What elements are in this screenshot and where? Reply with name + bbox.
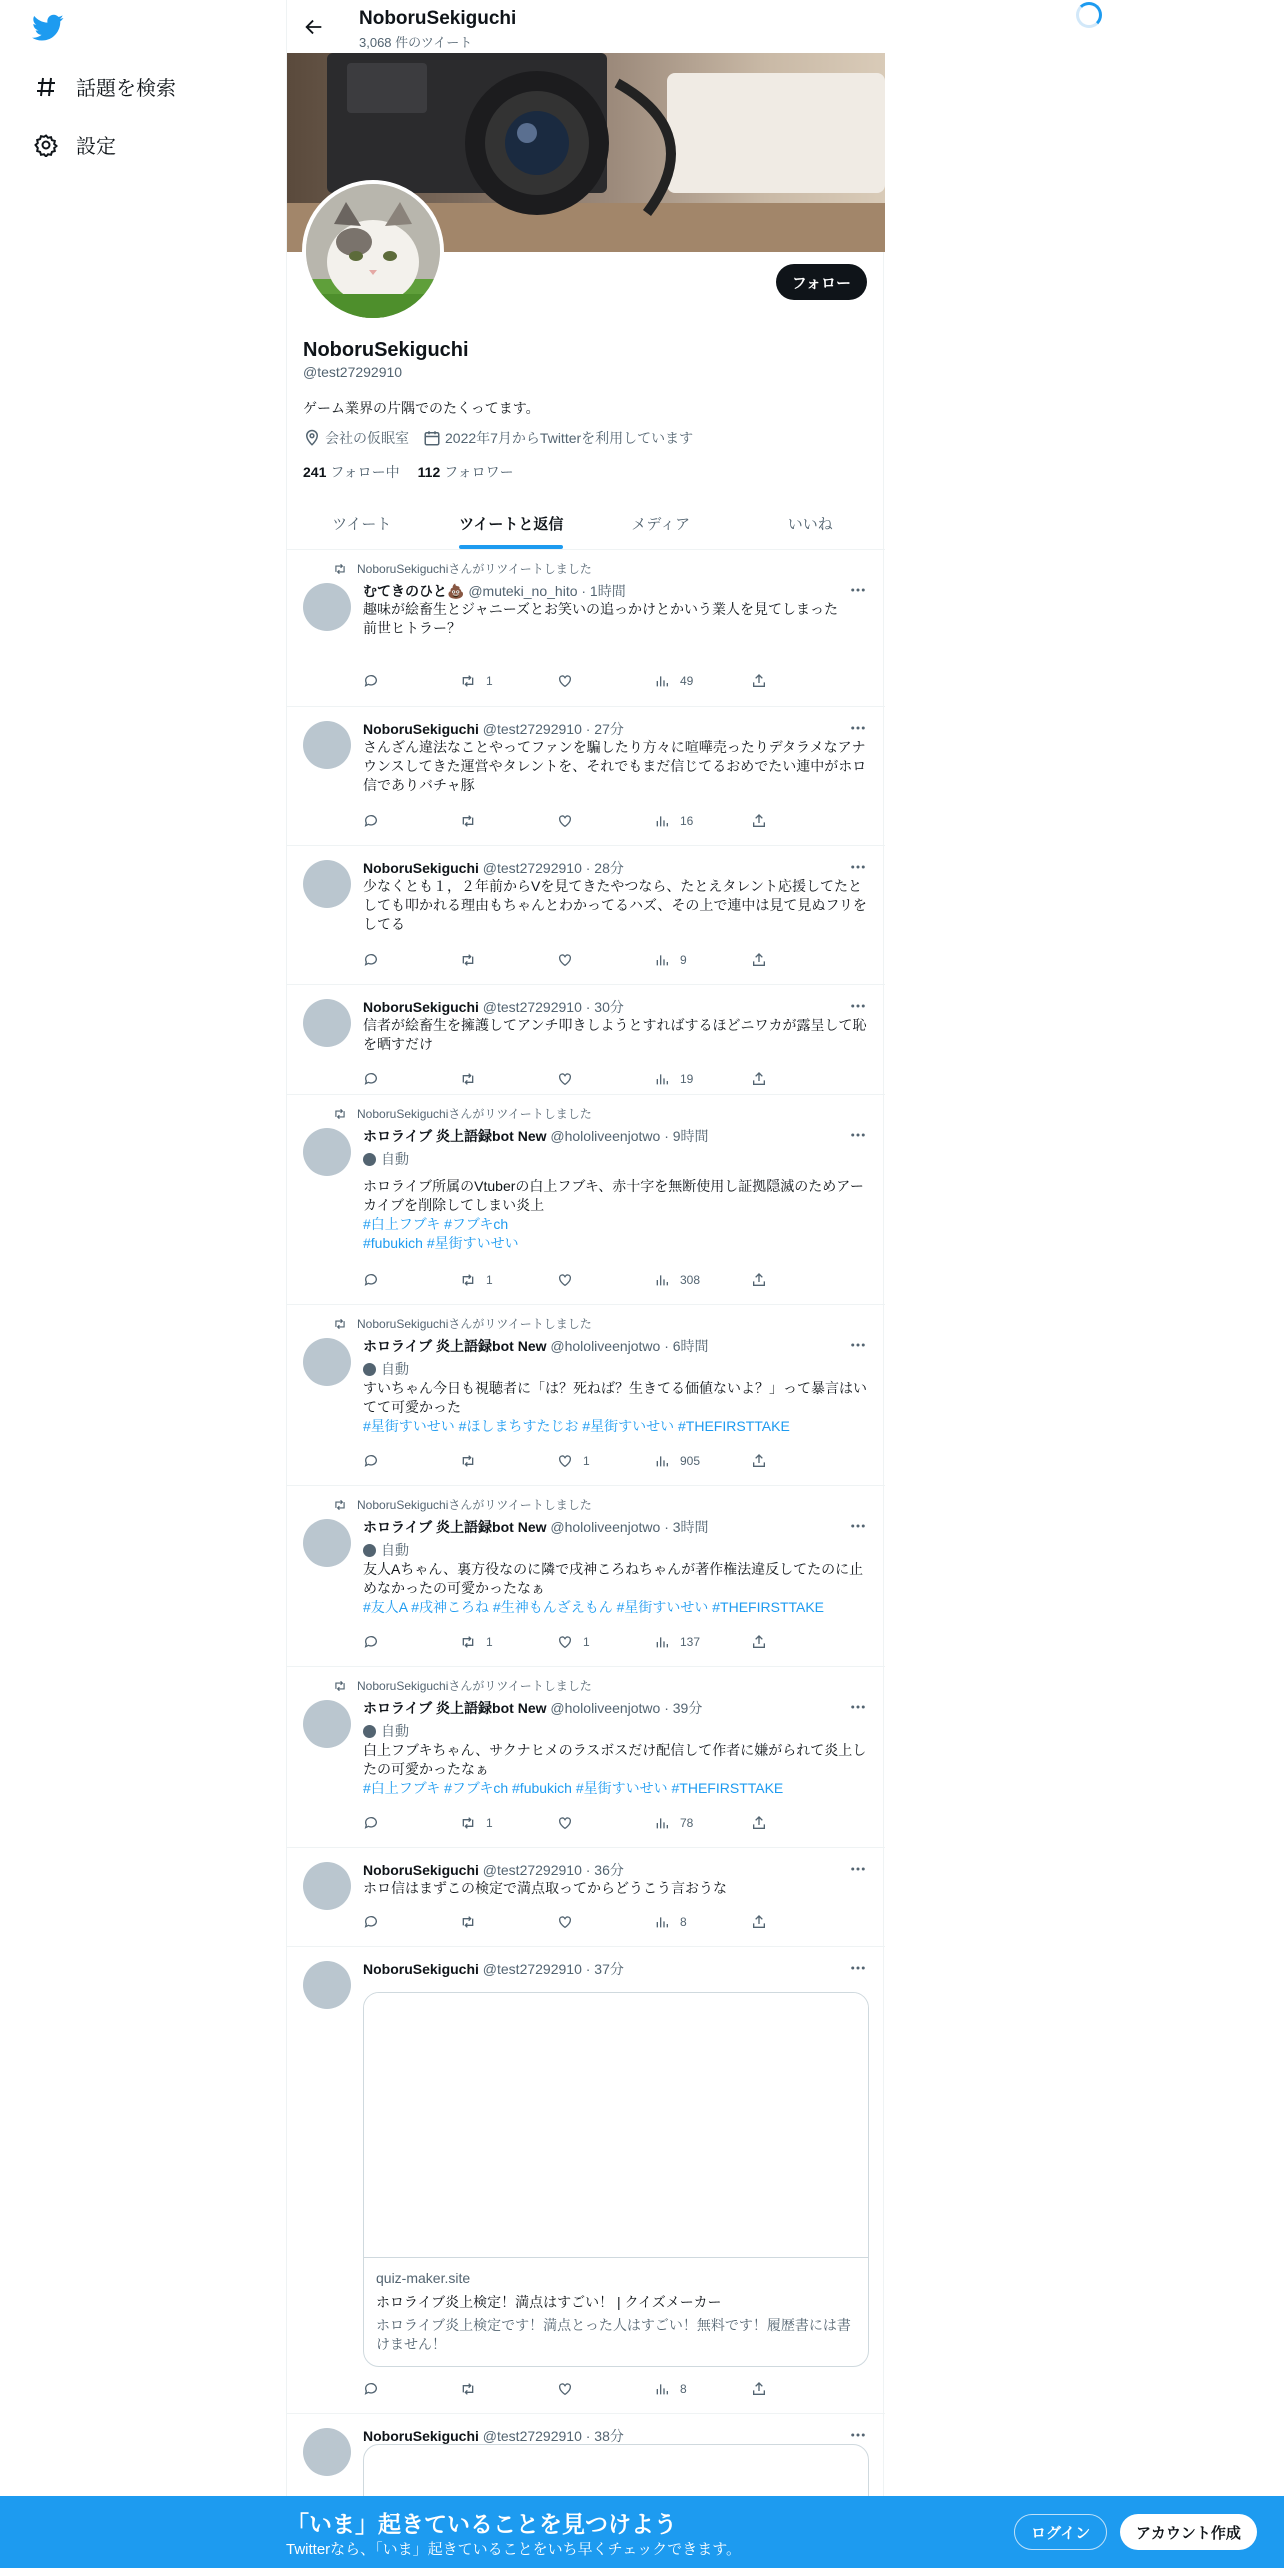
tweet-text: すいちゃん今日も視聴者に「は？死ねば？生きてる価値ないよ？」って暴言はいてて可愛かった [363, 1380, 867, 1415]
retweet-indicator [333, 1105, 592, 1122]
views-chart-icon [654, 2381, 670, 2397]
bot-icon [363, 1153, 376, 1166]
automated-label [363, 1149, 409, 1169]
view-count: 8 [680, 2382, 687, 2396]
retweet-button[interactable] [460, 952, 557, 968]
retweet-icon [460, 1634, 476, 1650]
share-icon [751, 952, 767, 968]
tweet[interactable] [287, 1848, 885, 1947]
retweeted-icon [333, 1498, 347, 1512]
tweet-author-name[interactable]: ホロライブ 炎上語録bot New [363, 1519, 547, 1535]
view-count: 78 [680, 1816, 694, 1830]
heart-icon [557, 813, 573, 829]
share-icon [751, 673, 767, 689]
retweet-indicator [333, 1496, 592, 1513]
retweeted-icon [333, 1679, 347, 1693]
tweet-avatar[interactable] [303, 1700, 351, 1748]
tweet-text: ホロ信はまずこの検定で満点取ってからどうこう言おうな [363, 1880, 727, 1896]
tweet-hashtags[interactable]: #友人A #戌神ころね #生神もんざえもん #星街すいせい #THEFIRSTTAKE [363, 1599, 825, 1615]
follow-button[interactable]: フォロー [776, 264, 867, 300]
views-chart-icon [654, 1815, 670, 1831]
views-chart-icon [654, 1453, 670, 1469]
automated-label [363, 1721, 409, 1741]
tweet-text: 友人Aちゃん、裏方役なのに隣で戌神ころねちゃんが著作権法違反してたのに止めなかったの可愛かったなぁ [363, 1561, 864, 1596]
share-button[interactable] [751, 1071, 781, 1087]
more-dots-icon[interactable] [849, 581, 867, 599]
heart-icon [557, 1453, 573, 1469]
login-button[interactable]: ログイン [1014, 2514, 1107, 2550]
calendar-icon [423, 429, 441, 447]
tweet-author-name[interactable]: NoboruSekiguchi [363, 1862, 479, 1878]
tab-media[interactable]: メディア [631, 515, 691, 533]
automated-label-text: 自動 [381, 1151, 409, 1167]
reply-icon [363, 1914, 379, 1930]
retweet-button[interactable] [460, 2381, 557, 2397]
tweet[interactable] [287, 1095, 885, 1305]
retweet-icon [460, 1453, 476, 1469]
retweet-icon [460, 952, 476, 968]
more-dots-icon[interactable] [849, 858, 867, 876]
followers-label: フォロワー [444, 464, 514, 480]
views-button[interactable] [654, 673, 751, 689]
followers-count: 112 [417, 464, 441, 480]
reply-button[interactable] [363, 1071, 460, 1087]
share-icon [751, 1634, 767, 1650]
views-chart-icon [654, 1914, 670, 1930]
tweet[interactable] [287, 707, 885, 846]
reply-button[interactable] [363, 952, 460, 968]
tweet[interactable] [287, 550, 885, 707]
tweet-actions [363, 1815, 788, 1831]
tweet-avatar[interactable] [303, 999, 351, 1047]
header-title: NoboruSekiguchi [359, 8, 517, 29]
tweet-meta[interactable]: @hololiveenjotwo · 9時間 [550, 1128, 709, 1144]
tweet-avatar[interactable] [303, 860, 351, 908]
views-chart-icon [654, 673, 670, 689]
profile-avatar[interactable] [302, 180, 444, 322]
tweet-actions [363, 813, 788, 829]
tweet-hashtags[interactable]: #星街すいせい #ほしまちすたじお #星街すいせい #THEFIRSTTAKE [363, 1418, 790, 1434]
reply-icon [363, 673, 379, 689]
tweet[interactable] [287, 1947, 885, 2414]
reply-button[interactable] [363, 1815, 460, 1831]
tweet-meta[interactable]: @hololiveenjotwo · 39分 [550, 1700, 703, 1716]
retweet-icon [460, 2381, 476, 2397]
header-tweet-count: 3,068 件のツイート [359, 35, 473, 50]
tweet-avatar[interactable] [303, 1519, 351, 1567]
share-icon [751, 2381, 767, 2397]
tweet[interactable] [287, 2414, 885, 2504]
following-label: フォロー中 [330, 464, 400, 480]
reply-button[interactable] [363, 1272, 460, 1288]
tweet-text: さんざん違法なことやってファンを騙したり方々に喧嘩売ったりデタラメなアナウンスしてきた運営やタレントを、それでもまだ信じてるおめでたい連中がホロ信でありバチャ豚 [363, 739, 867, 793]
tweet-text: 趣味が絵畜生とジャニーズとお笑いの追っかけとかいう業人を見てしまった 前世ヒトラー？ [363, 601, 839, 636]
like-button[interactable] [557, 2381, 654, 2397]
like-button[interactable] [557, 952, 654, 968]
heart-icon [557, 2381, 573, 2397]
tweet-text: ホロライブ所属のVtuberの白上フブキ、赤十字を無断使用し証拠隠滅のためアーカイブを削除してしまい炎上 [363, 1178, 864, 1213]
retweet-button[interactable] [460, 1634, 557, 1650]
tweet-author-name[interactable]: NoboruSekiguchi [363, 2428, 479, 2444]
profile-bio: ゲーム業界の片隅でのたくってます。 [303, 400, 540, 416]
retweeted-icon [333, 1317, 347, 1331]
tweet-meta[interactable]: @test27292910 · 30分 [482, 999, 624, 1015]
tweet-author-name[interactable]: ホロライブ 炎上語録bot New [363, 1700, 547, 1716]
like-count: 1 [583, 1635, 590, 1649]
link-card-description: ホロライブ炎上検定です！満点とった人はすごい！無料です！履歴書には書けません！ [376, 2317, 851, 2352]
share-button[interactable] [751, 1914, 781, 1930]
retweet-icon [460, 1272, 476, 1288]
tweet-actions [363, 1453, 788, 1469]
profile-location [303, 428, 409, 448]
more-dots-icon[interactable] [849, 1860, 867, 1878]
more-dots-icon[interactable] [849, 1336, 867, 1354]
reply-icon [363, 2381, 379, 2397]
tweet-text: 信者が絵畜生を擁護してアンチ叩きしようとすればするほどニワカが露呈して恥を晒すだけ [363, 1017, 867, 1052]
view-count: 308 [680, 1273, 701, 1287]
heart-icon [557, 952, 573, 968]
reply-button[interactable] [363, 813, 460, 829]
retweet-icon [460, 1071, 476, 1087]
heart-icon [557, 1634, 573, 1650]
like-button[interactable] [557, 1453, 654, 1469]
tweet-actions [363, 1272, 788, 1288]
tab-likes[interactable]: いいね [787, 515, 833, 533]
bot-icon [363, 1725, 376, 1738]
loading-spinner-icon [1076, 2, 1102, 28]
tweet-avatar[interactable] [303, 721, 351, 769]
like-button[interactable] [557, 673, 654, 689]
retweet-count: 1 [486, 1816, 493, 1830]
views-button[interactable] [654, 1914, 751, 1930]
nav-explore-label: 話題を検索 [76, 78, 176, 100]
retweet-indicator [333, 1677, 592, 1694]
views-button[interactable] [654, 1634, 751, 1650]
views-button[interactable] [654, 2381, 751, 2397]
retweet-icon [460, 1815, 476, 1831]
like-button[interactable] [557, 1914, 654, 1930]
reply-button[interactable] [363, 673, 460, 689]
like-button[interactable] [557, 1634, 654, 1650]
retweet-button[interactable] [460, 1453, 557, 1469]
tweet-meta[interactable]: @test27292910 · 36分 [482, 1862, 624, 1878]
share-icon [751, 1815, 767, 1831]
tweet-author-name[interactable]: NoboruSekiguchi [363, 860, 479, 876]
tweet-avatar[interactable] [303, 1961, 351, 2009]
views-button[interactable] [654, 813, 751, 829]
tweet[interactable] [287, 1305, 885, 1486]
tweet-header [363, 1336, 709, 1356]
reply-icon [363, 813, 379, 829]
tweet-hashtags[interactable]: #白上フブキ #フブキch #fubukich #星街すいせい #THEFIRSTTAKE [363, 1780, 784, 1796]
retweet-button[interactable] [460, 1815, 557, 1831]
following-link[interactable] [303, 462, 400, 482]
profile-joined [423, 428, 693, 448]
retweet-icon [460, 813, 476, 829]
back-arrow-icon[interactable] [303, 16, 325, 38]
views-button[interactable] [654, 952, 751, 968]
share-icon [751, 1453, 767, 1469]
link-card-title: ホロライブ炎上検定！満点はすごい！ | クイズメーカー [376, 2294, 722, 2310]
location-pin-icon [303, 429, 321, 447]
retweet-indicator-text: NoboruSekiguchiさんがリツイートしました [357, 562, 592, 576]
like-button[interactable] [557, 813, 654, 829]
reply-icon [363, 1071, 379, 1087]
retweeted-icon [333, 562, 347, 576]
view-count: 137 [680, 1635, 701, 1649]
tweet-header [363, 581, 626, 601]
tweet-actions [363, 673, 788, 689]
profile-joined-text: 2022年7月からTwitterを利用しています [445, 430, 694, 446]
more-dots-icon[interactable] [849, 997, 867, 1015]
views-chart-icon [654, 952, 670, 968]
reply-button[interactable] [363, 1453, 460, 1469]
twitter-logo-icon[interactable] [32, 14, 64, 42]
tweet-avatar[interactable] [303, 1128, 351, 1176]
tweet-actions [363, 1634, 788, 1650]
share-icon [751, 1914, 767, 1930]
share-icon [751, 813, 767, 829]
tweet-text: 白上フブキちゃん、サクナヒメのラスボスだけ配信して作者に嫌がられて炎上したの可愛かったなぁ [363, 1742, 867, 1777]
retweet-button[interactable] [460, 1272, 557, 1288]
more-dots-icon[interactable] [849, 1517, 867, 1535]
signup-banner-subtitle: Twitterなら、「いま」起きていることをいち早くチェックできます。 [286, 2541, 742, 2558]
share-icon [751, 1272, 767, 1288]
view-count: 905 [680, 1454, 701, 1468]
profile-meta [303, 428, 693, 448]
retweet-indicator-text: NoboruSekiguchiさんがリツイートしました [357, 1498, 592, 1512]
retweet-indicator-text: NoboruSekiguchiさんがリツイートしました [357, 1317, 592, 1331]
reply-icon [363, 1815, 379, 1831]
share-button[interactable] [751, 813, 781, 829]
profile-column [286, 0, 884, 2568]
tweet-avatar[interactable] [303, 583, 351, 631]
views-chart-icon [654, 1634, 670, 1650]
view-count: 19 [680, 1072, 694, 1086]
tweet-hashtags[interactable]: #白上フブキ #フブキch #fubukich #星街すいせい [363, 1216, 519, 1251]
tweet-actions [363, 1071, 788, 1087]
view-count: 9 [680, 953, 687, 967]
share-button[interactable] [751, 2381, 781, 2397]
signup-banner [0, 2496, 1284, 2568]
tweet-avatar[interactable] [303, 2428, 351, 2476]
tweet-header [363, 1860, 624, 1880]
heart-icon [557, 1071, 573, 1087]
reply-icon [363, 1453, 379, 1469]
link-card-domain: quiz-maker.site [376, 2270, 471, 2286]
reply-icon [363, 1272, 379, 1288]
link-card[interactable] [363, 1992, 869, 2367]
gear-icon [34, 133, 58, 157]
tweet-header [363, 1517, 709, 1537]
reply-icon [363, 952, 379, 968]
more-dots-icon[interactable] [849, 719, 867, 737]
tweet-author-name[interactable]: ホロライブ 炎上語録bot New [363, 1128, 547, 1144]
tweet-meta[interactable]: @test27292910 · 37分 [482, 1961, 624, 1977]
like-button[interactable] [557, 1272, 654, 1288]
views-chart-icon [654, 813, 670, 829]
tweet-meta[interactable]: @muteki_no_hito · 1時間 [468, 583, 626, 599]
tweet-header [363, 1959, 624, 1979]
retweet-count: 1 [486, 674, 493, 688]
signup-banner-title: 「いま」起きていることを見つけよう [286, 2511, 677, 2537]
followers-link[interactable] [418, 462, 514, 482]
retweet-count: 1 [486, 1635, 493, 1649]
tweet-header [363, 719, 624, 739]
nav-settings-label: 設定 [76, 136, 116, 158]
tweet[interactable] [287, 1667, 885, 1848]
like-button[interactable] [557, 1815, 654, 1831]
bot-icon [363, 1363, 376, 1376]
tab-tweets[interactable]: ツイート [332, 515, 392, 533]
like-count: 1 [583, 1454, 590, 1468]
tweet-author-name[interactable]: NoboruSekiguchi [363, 1961, 479, 1977]
automated-label [363, 1359, 409, 1379]
tweet-meta[interactable]: @test27292910 · 28分 [482, 860, 624, 876]
nav-explore[interactable] [34, 72, 176, 101]
share-button[interactable] [751, 952, 781, 968]
cat-avatar-icon [306, 184, 440, 318]
view-count: 49 [680, 674, 694, 688]
profile-tabs [287, 497, 885, 550]
tweet-author-name[interactable]: NoboruSekiguchi [363, 721, 479, 737]
tweet-author-name[interactable]: ホロライブ 炎上語録bot New [363, 1338, 547, 1354]
nav-settings[interactable] [34, 130, 116, 159]
reply-icon [363, 1634, 379, 1650]
tweet-author-name[interactable]: NoboruSekiguchi [363, 999, 479, 1015]
retweet-button[interactable] [460, 673, 557, 689]
views-button[interactable] [654, 1815, 751, 1831]
automated-label-text: 自動 [381, 1361, 409, 1377]
views-button[interactable] [654, 1453, 751, 1469]
views-button[interactable] [654, 1272, 751, 1288]
profile-location-text: 会社の仮眠室 [325, 430, 409, 446]
retweet-icon [460, 673, 476, 689]
tweet-avatar[interactable] [303, 1862, 351, 1910]
tweet-actions [363, 952, 788, 968]
tweet-actions [363, 2381, 788, 2397]
hash-icon [34, 75, 58, 99]
share-button[interactable] [751, 673, 781, 689]
tweet-meta[interactable]: @hololiveenjotwo · 6時間 [550, 1338, 709, 1354]
heart-icon [557, 1815, 573, 1831]
bot-icon [363, 1544, 376, 1557]
share-button[interactable] [751, 1634, 781, 1650]
tweet-author-name[interactable]: むてきのひと💩 [363, 583, 465, 599]
view-count: 8 [680, 1915, 687, 1929]
retweet-indicator-text: NoboruSekiguchiさんがリツイートしました [357, 1679, 592, 1693]
tweet-header [363, 858, 624, 878]
tweet-avatar[interactable] [303, 1338, 351, 1386]
views-button[interactable] [654, 1071, 751, 1087]
more-dots-icon[interactable] [849, 1698, 867, 1716]
profile-handle: @test27292910 [303, 364, 403, 380]
share-button[interactable] [751, 1815, 781, 1831]
reply-button[interactable] [363, 1914, 460, 1930]
tweet[interactable] [287, 1486, 885, 1667]
tweet-header [363, 1126, 709, 1146]
retweet-indicator [333, 1315, 592, 1332]
share-icon [751, 1071, 767, 1087]
profile-name: NoboruSekiguchi [303, 339, 469, 361]
tweet-meta[interactable]: @test27292910 · 27分 [482, 721, 624, 737]
views-chart-icon [654, 1272, 670, 1288]
tweet-meta[interactable]: @test27292910 · 38分 [482, 2428, 624, 2444]
link-card-image [364, 1993, 868, 2258]
automated-label [363, 1540, 409, 1560]
share-button[interactable] [751, 1453, 781, 1469]
retweet-button[interactable] [460, 1071, 557, 1087]
tweet-header [363, 1698, 702, 1718]
retweet-button[interactable] [460, 813, 557, 829]
retweet-icon [460, 1914, 476, 1930]
tweet-meta[interactable]: @hololiveenjotwo · 3時間 [550, 1519, 709, 1535]
tweet-header [363, 2426, 624, 2446]
retweet-indicator [333, 560, 592, 577]
like-button[interactable] [557, 1071, 654, 1087]
signup-button[interactable]: アカウント作成 [1120, 2514, 1257, 2550]
heart-icon [557, 673, 573, 689]
view-count: 16 [680, 814, 694, 828]
share-button[interactable] [751, 1272, 781, 1288]
retweeted-icon [333, 1107, 347, 1121]
following-count: 241 [303, 464, 327, 480]
more-dots-icon[interactable] [849, 2426, 867, 2444]
tab-tweets-and-replies[interactable]: ツイートと返信 [437, 497, 587, 549]
retweet-count: 1 [486, 1273, 493, 1287]
tweet[interactable] [287, 846, 885, 985]
profile-stats [303, 462, 514, 482]
more-dots-icon[interactable] [849, 1959, 867, 1977]
profile-header [287, 0, 885, 53]
reply-button[interactable] [363, 1634, 460, 1650]
heart-icon [557, 1914, 573, 1930]
automated-label-text: 自動 [381, 1723, 409, 1739]
views-chart-icon [654, 1071, 670, 1087]
heart-icon [557, 1272, 573, 1288]
automated-label-text: 自動 [381, 1542, 409, 1558]
tweet-text: 少なくとも１，２年前からVを見てきたやつなら、たとえタレント応援してたとしても叩かれる理由もちゃんとわかってるハズ、その上で連中は見て見ぬフリをしてる [363, 878, 867, 932]
retweet-button[interactable] [460, 1914, 557, 1930]
retweet-indicator-text: NoboruSekiguchiさんがリツイートしました [357, 1107, 592, 1121]
more-dots-icon[interactable] [849, 1126, 867, 1144]
tweet-actions [363, 1914, 788, 1930]
tweet[interactable] [287, 985, 885, 1095]
reply-button[interactable] [363, 2381, 460, 2397]
tweet-header [363, 997, 624, 1017]
